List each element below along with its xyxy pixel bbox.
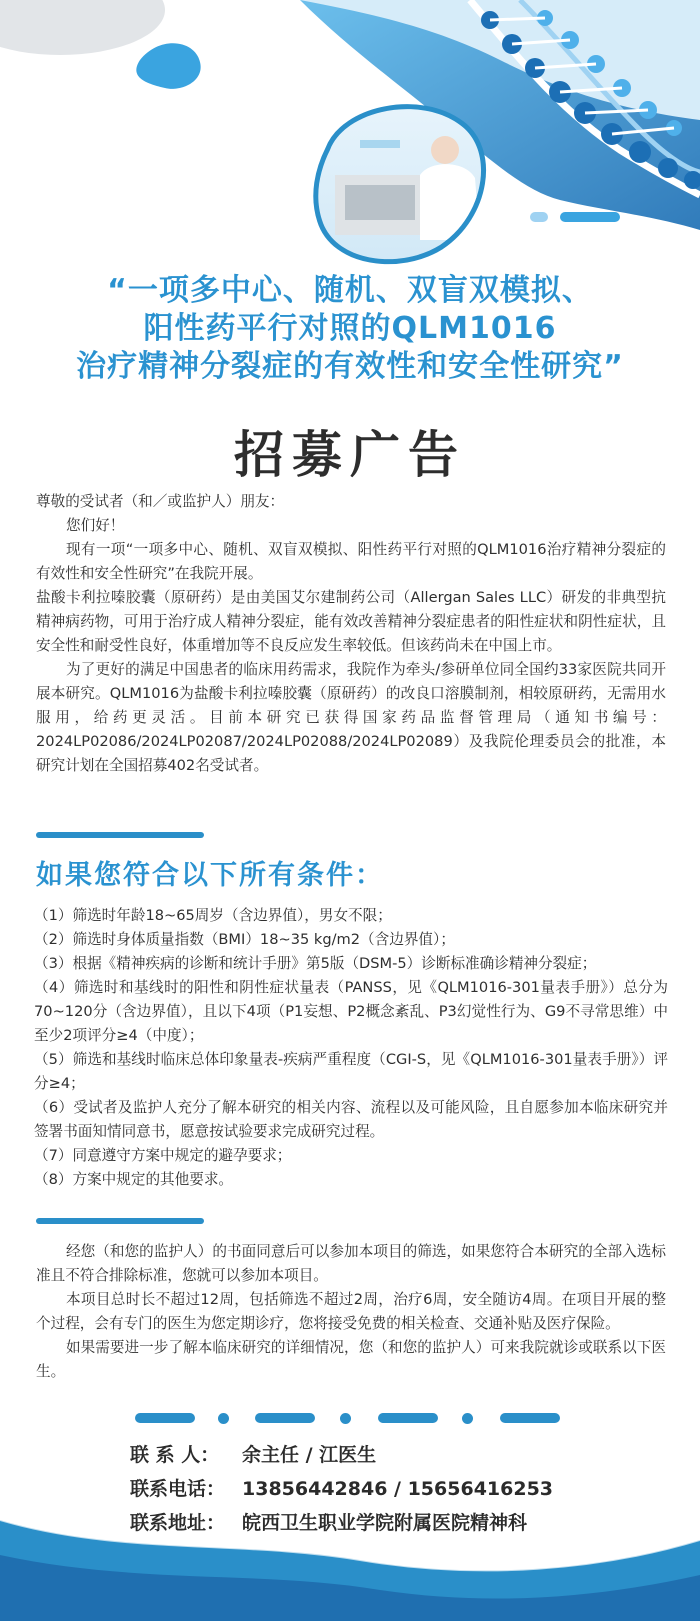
closing-paragraph-1: 经您（和您的监护人）的书面同意后可以参加本项目的筛选，如果您符合本研究的全部入选标准且不符合排除标准，您就可以参加本项目。	[36, 1243, 666, 1284]
condition-item: （1）筛选时年龄18~65周岁（含边界值），男女不限；	[34, 907, 392, 924]
intro-section	[36, 490, 666, 778]
contact-person-label: 联 系 人：	[130, 1444, 220, 1466]
title-line-2: 阳性药平行对照的QLM1016	[143, 311, 557, 346]
conditions-heading: 如果您符合以下所有条件：	[36, 860, 384, 891]
closing-section	[36, 1240, 666, 1384]
intro-paragraph-2: 盐酸卡利拉嗪胶囊（原研药）是由美国艾尔建制药公司（Allergan Sales LLC）研发的非典型抗精神病药物，可用于治疗成人精神分裂症，能有效改善精神分裂症患者的阳性症状和阴性症状，且安全性和耐受性良好，体重增加等不良反应发生率较低。但该药尚未在中国上市。	[36, 589, 666, 654]
condition-item: （2）筛选时身体质量指数（BMI）18~35 kg/m2（含边界值）；	[34, 931, 455, 948]
closing-paragraph-3: 如果需要进一步了解本临床研究的详细情况，您（和您的监护人）可来我院就诊或联系以下医生。	[36, 1339, 666, 1380]
divider-bar-1	[36, 832, 204, 838]
contact-address-label: 联系地址：	[130, 1512, 226, 1534]
condition-item: （8）方案中规定的其他要求。	[34, 1171, 234, 1188]
title-line-1: “一项多中心、随机、双盲双模拟、	[107, 273, 593, 308]
closing-paragraph-2: 本项目总时长不超过12周，包括筛选不超过2周，治疗6周，安全随访4周。在项目开展的整个过程，会有专门的医生为您定期诊疗，您将接受免费的相关检查、交通补贴及医疗保险。	[36, 1291, 666, 1332]
condition-item: （7）同意遵守方案中规定的避孕要求；	[34, 1147, 292, 1164]
contact-address-value: 皖西卫生职业学院附属医院精神科	[242, 1512, 528, 1534]
greeting: 您们好！	[66, 517, 125, 534]
contact-person	[130, 1440, 376, 1470]
contact-person-value: 余主任 / 江医生	[242, 1444, 377, 1466]
condition-item: （5）筛选和基线时临床总体印象量表-疾病严重程度（CGI-S，见《QLM1016-301量表手册》）评分≥4；	[34, 1051, 668, 1092]
intro-paragraph-1: 现有一项“一项多中心、随机、双盲双模拟、阳性药平行对照的QLM1016治疗精神分裂症的有效性和安全性研究”在我院开展。	[36, 541, 666, 582]
condition-item: （6）受试者及监护人充分了解本研究的相关内容、流程以及可能风险，且自愿参加本临床研究并签署书面知情同意书，愿意按试验要求完成研究过程。	[34, 1099, 668, 1140]
header-artwork	[0, 0, 700, 280]
condition-item: （4）筛选时和基线时的阳性和阴性症状量表（PANSS，见《QLM1016-301量表手册》）总分为70~120分（含边界值），且以下4项（P1妄想、P2概念紊乱、P3幻觉性行为、G9不寻常思维）中至少2项评分≥4（中度）；	[34, 979, 668, 1044]
divider-bar-2	[36, 1218, 204, 1224]
intro-paragraph-3: 为了更好的满足中国患者的临床用药需求，我院作为牵头/参研单位同全国约33家医院共同开展本研究。QLM1016为盐酸卡利拉嗪胶囊（原研药）的改良口溶膜制剂，相较原研药，无需用水服用，给药更灵活。目前本研究已获得国家药品监督管理局（通知书编号：2024LP02086/2024LP02087/2024LP02088/2024LP02089）及我院伦理委员会的批准，本研究计划在全国招募402名受试者。	[36, 661, 666, 774]
decor-blob-grey	[0, 0, 165, 55]
recruitment-heading: 招募广告	[234, 426, 466, 484]
decor-blob-blue	[136, 43, 200, 89]
title-line-3: 治疗精神分裂症的有效性和安全性研究”	[76, 349, 624, 384]
contact-phone-value: 13856442846 / 15656416253	[242, 1478, 554, 1500]
wave-decoration	[0, 1500, 700, 1621]
condition-item: （3）根据《精神疾病的诊断和统计手册》第5版（DSM-5）诊断标准确诊精神分裂症；	[34, 955, 597, 972]
contact-phone-label: 联系电话：	[130, 1478, 226, 1500]
salutation: 尊敬的受试者（和／或监护人）朋友：	[36, 493, 285, 510]
conditions-list	[34, 904, 668, 1192]
